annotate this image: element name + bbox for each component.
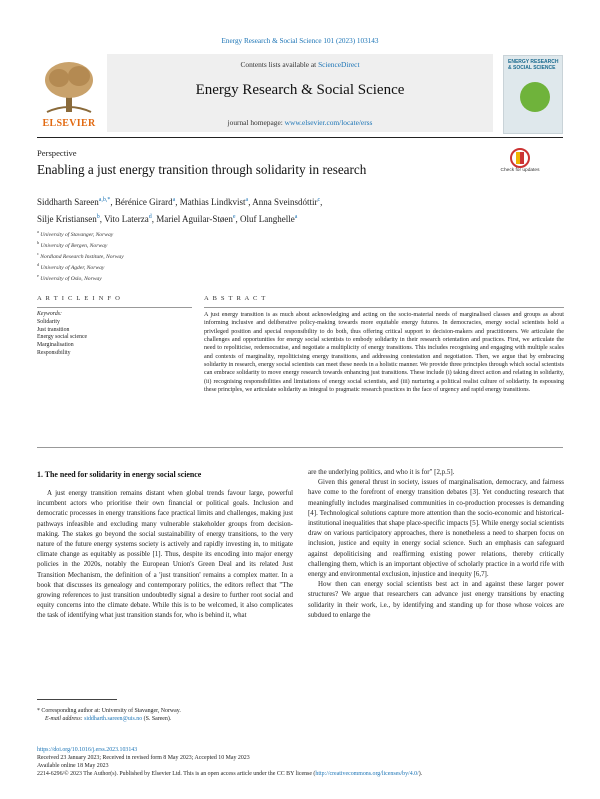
affiliation-marker: e [37,273,39,279]
available-online: Available online 18 May 2023 [37,763,109,769]
journal-citation[interactable]: Energy Research & Social Science 101 (2023) 103143 [221,37,379,45]
author-affiliation-marker[interactable]: e [232,213,236,220]
article-type: Perspective [37,148,77,158]
paragraph: Given this general thrust in society, issues of marginalisation, democracy, and fairness have come to the forefront of energy transition debates [3]. Yet conducting research that meaningfully includes marginalised communities in co-production processes is demanding [4]. Technological solutions capture more attention than the socio-economic and historical-institutional inequalities that shape place-specific impacts [5]. While energy social scientists draw on various participatory approaches, there is nonetheless a need to sharpen focus on inclusion, justice and equity in energy social science. Such an emphasis can safeguard against depoliticising and reaffirming existing power relations, thereby critically challenging them, which is an important objective of scholarly practice in a world rife with energy and environmental exclusion, injustice and inequity [6,7]. [308,478,564,579]
article-title: Enabling a just energy transition through solidarity in research [37,162,367,177]
affiliation-item [37,228,124,239]
keyword-item: Marginalisation [37,342,74,349]
journal-name: Energy Research & Social Science [195,82,405,98]
affiliation-text: University of Bergen, Norway [39,242,108,249]
license-prefix: 2214-6296/© 2023 The Author(s). Published by Elsevier Ltd. This is an open access article under the CC BY license ( [37,771,316,777]
affiliation-item [37,239,124,250]
article-info-heading: A R T I C L E I N F O [37,295,122,302]
sciencedirect-link[interactable]: ScienceDirect [318,60,360,69]
affiliation-item [37,261,124,272]
affiliation-marker: a [37,229,39,234]
paragraph-continuation: are the underlying politics, and who it is for" [2,p.5]. [308,468,455,476]
cover-title: ENERGY RESEARCH & SOCIAL SCIENCE [508,59,559,71]
received-dates: Received 23 January 2023; Received in revised form 8 May 2023; Accepted 10 May 2023 [37,755,250,761]
check-for-updates-label[interactable]: Check for updates [500,168,540,173]
journal-cover-thumbnail[interactable] [503,55,563,134]
author-affiliation-marker[interactable]: c [317,197,321,203]
keyword-item: Responsibility [37,349,71,356]
cover-graphic [520,82,550,112]
author-separator: , [99,213,105,224]
header-rule [37,137,563,138]
author-separator: , [235,213,241,224]
keyword-item: Just transition [37,326,70,333]
affiliation-marker: d [37,262,40,268]
author-affiliation-marker[interactable]: b [96,213,100,220]
keywords-title: Keywords: [37,311,62,317]
author-affiliation-marker[interactable]: a,b,* [98,197,111,203]
license-line [37,770,563,778]
paragraph: How then can energy social scientists best act in and against these larger power structures? We argue that researchers can advance just energy transitions by enacting solidarity in their work, i.e., by identifying and standing up for those whose voices are subdued to enlarge the [308,580,564,619]
footnote [37,707,181,723]
author-affiliation-marker[interactable]: d [148,213,152,220]
doi-link[interactable]: https://doi.org/10.1016/j.erss.2023.103143 [37,747,138,753]
affiliation-item [37,250,124,261]
author-name[interactable]: Siddharth Sareen [37,197,99,207]
author-name[interactable]: Anna Sveinsdóttir [252,197,318,207]
author-name[interactable]: Silje Kristiansen [37,213,97,224]
author-separator: , [151,213,157,224]
author-separator: , [175,197,180,207]
left-column [37,488,293,621]
license-suffix: ). [418,771,423,777]
article-meta-footer [37,746,563,778]
homepage-link[interactable]: www.elsevier.com/locate/erss [284,118,373,127]
author-name[interactable]: Mariel Aguilar-Støen [156,213,233,224]
affiliation-marker: b [37,240,40,246]
paragraph: A just energy transition remains distant when global trends favour large, powerful incumbent actors who prioritise their own financial or political goals. Inclusion and democratic processes in energy transitions face practical limits and challenges, making just pathways infeasible and excluding many vulnerable stakeholder groups from decision-making. The stakes go beyond the social sustainability of energy transitions, to the very nature of the future energy systems society is actively and rapidly investing in, to mitigate climate change as equitably as possible [1]. Thus, despite its encoding into major energy policies in the 2020s, notably the European Union's Green Deal and its related Just Transition Mechanism, the definition of a 'just transition' remains a complex matter. In a book that discusses its genealogy and contemporary politics, the editors reflect that "The growing references to just transition undoubtedly signal a desire to further root social and equity concerns into the climate debate. While this is to be welcomed, it also complicates the task of identifying what just transition stands for, who is behind it, what [37,489,293,620]
affiliation-marker: c [37,251,39,257]
footnote-rule [37,699,117,700]
corresponding-author: * Corresponding author at: University of Stavanger, Norway. [37,708,181,714]
author-separator: , [110,197,115,207]
keywords-block [37,311,87,358]
homepage-prefix: journal homepage: [227,118,285,127]
abstract-heading: A B S T R A C T [204,295,267,302]
elsevier-wordmark: ELSEVIER [42,118,96,129]
article-info-rule [37,307,192,308]
keyword-item: Energy social science [37,334,88,341]
affiliation-item [37,272,124,283]
email-suffix: (S. Sareen). [142,716,172,722]
affiliations [37,228,124,283]
contents-available [107,60,493,69]
check-for-updates-icon[interactable] [507,148,533,178]
author-affiliation-marker[interactable]: a [245,197,249,203]
license-link[interactable]: http://creativecommons.org/licenses/by/4.0/ [315,771,419,777]
email-link[interactable]: siddharth.sareen@uis.no [84,716,143,722]
author-separator: , [248,197,253,207]
section-heading: 1. The need for solidarity in energy social science [37,470,202,479]
author-name[interactable]: Bérénice Girard [114,197,173,207]
abstract-text: A just energy transition is as much about acknowledging and acting on the socio-material needs of marginalised classes and groups as about informing inclusive and deliberative policy-making towards more equitable energy futures. In democracies, energy social scientists hold a privileged position and special responsibility to do both, thus offering critical support to decision-makers and practitioners. We articulate the challenges and opportunities for energy social scientists to embody solidarity in their research orientation and practices. First, we articulate the need to repoliticise, redemocratise, and negotiate a multiplicity of energy transitions. This includes recognising and engaging with multiple scales and contexts of marginality, repoliticising energy transitions, and addressing contestation and negotiation. Then, we argue that by embracing solidarity in research, energy social scientists can meet these needs in a holistic manner. We provide three principles through which social scientists can embrace solidarity to move energy research towards enhancing just transitions. These include (i) taking direct action and relating in solidarity, (ii) recognising responsibilities and limitations of energy social scientists, and (iii) nurturing a political realist culture of solidarity. In espousing these principles, we articulate solidarity as integral to pragmatic research practices in the face of urgency and rapid energy transitions. [204,312,564,394]
abstract-rule [204,307,564,308]
author-name[interactable]: Mathias Lindkvist [179,197,246,207]
author-separator: , [320,197,323,207]
contents-prefix: Contents lists available at [240,60,319,69]
author-name[interactable]: Oluf Langhelle [240,213,295,224]
affiliation-text: University of Agder, Norway [39,265,105,272]
affiliation-text: University of Stavanger, Norway [38,231,114,238]
author-affiliation-marker[interactable]: a [172,197,176,203]
journal-homepage [107,118,493,127]
email-line [37,715,181,723]
affiliation-text: Nordland Research Institute, Norway [38,253,124,260]
affiliation-text: University of Oslo, Norway [38,276,102,283]
abstract-bottom-rule [37,447,563,448]
email-label: E-mail address: [45,716,85,722]
keyword-item: Solidarity [37,318,60,325]
right-column [308,467,564,620]
author-list [37,193,507,226]
author-name[interactable]: Vito Laterza [104,213,149,224]
author-affiliation-marker[interactable]: a [294,213,298,220]
